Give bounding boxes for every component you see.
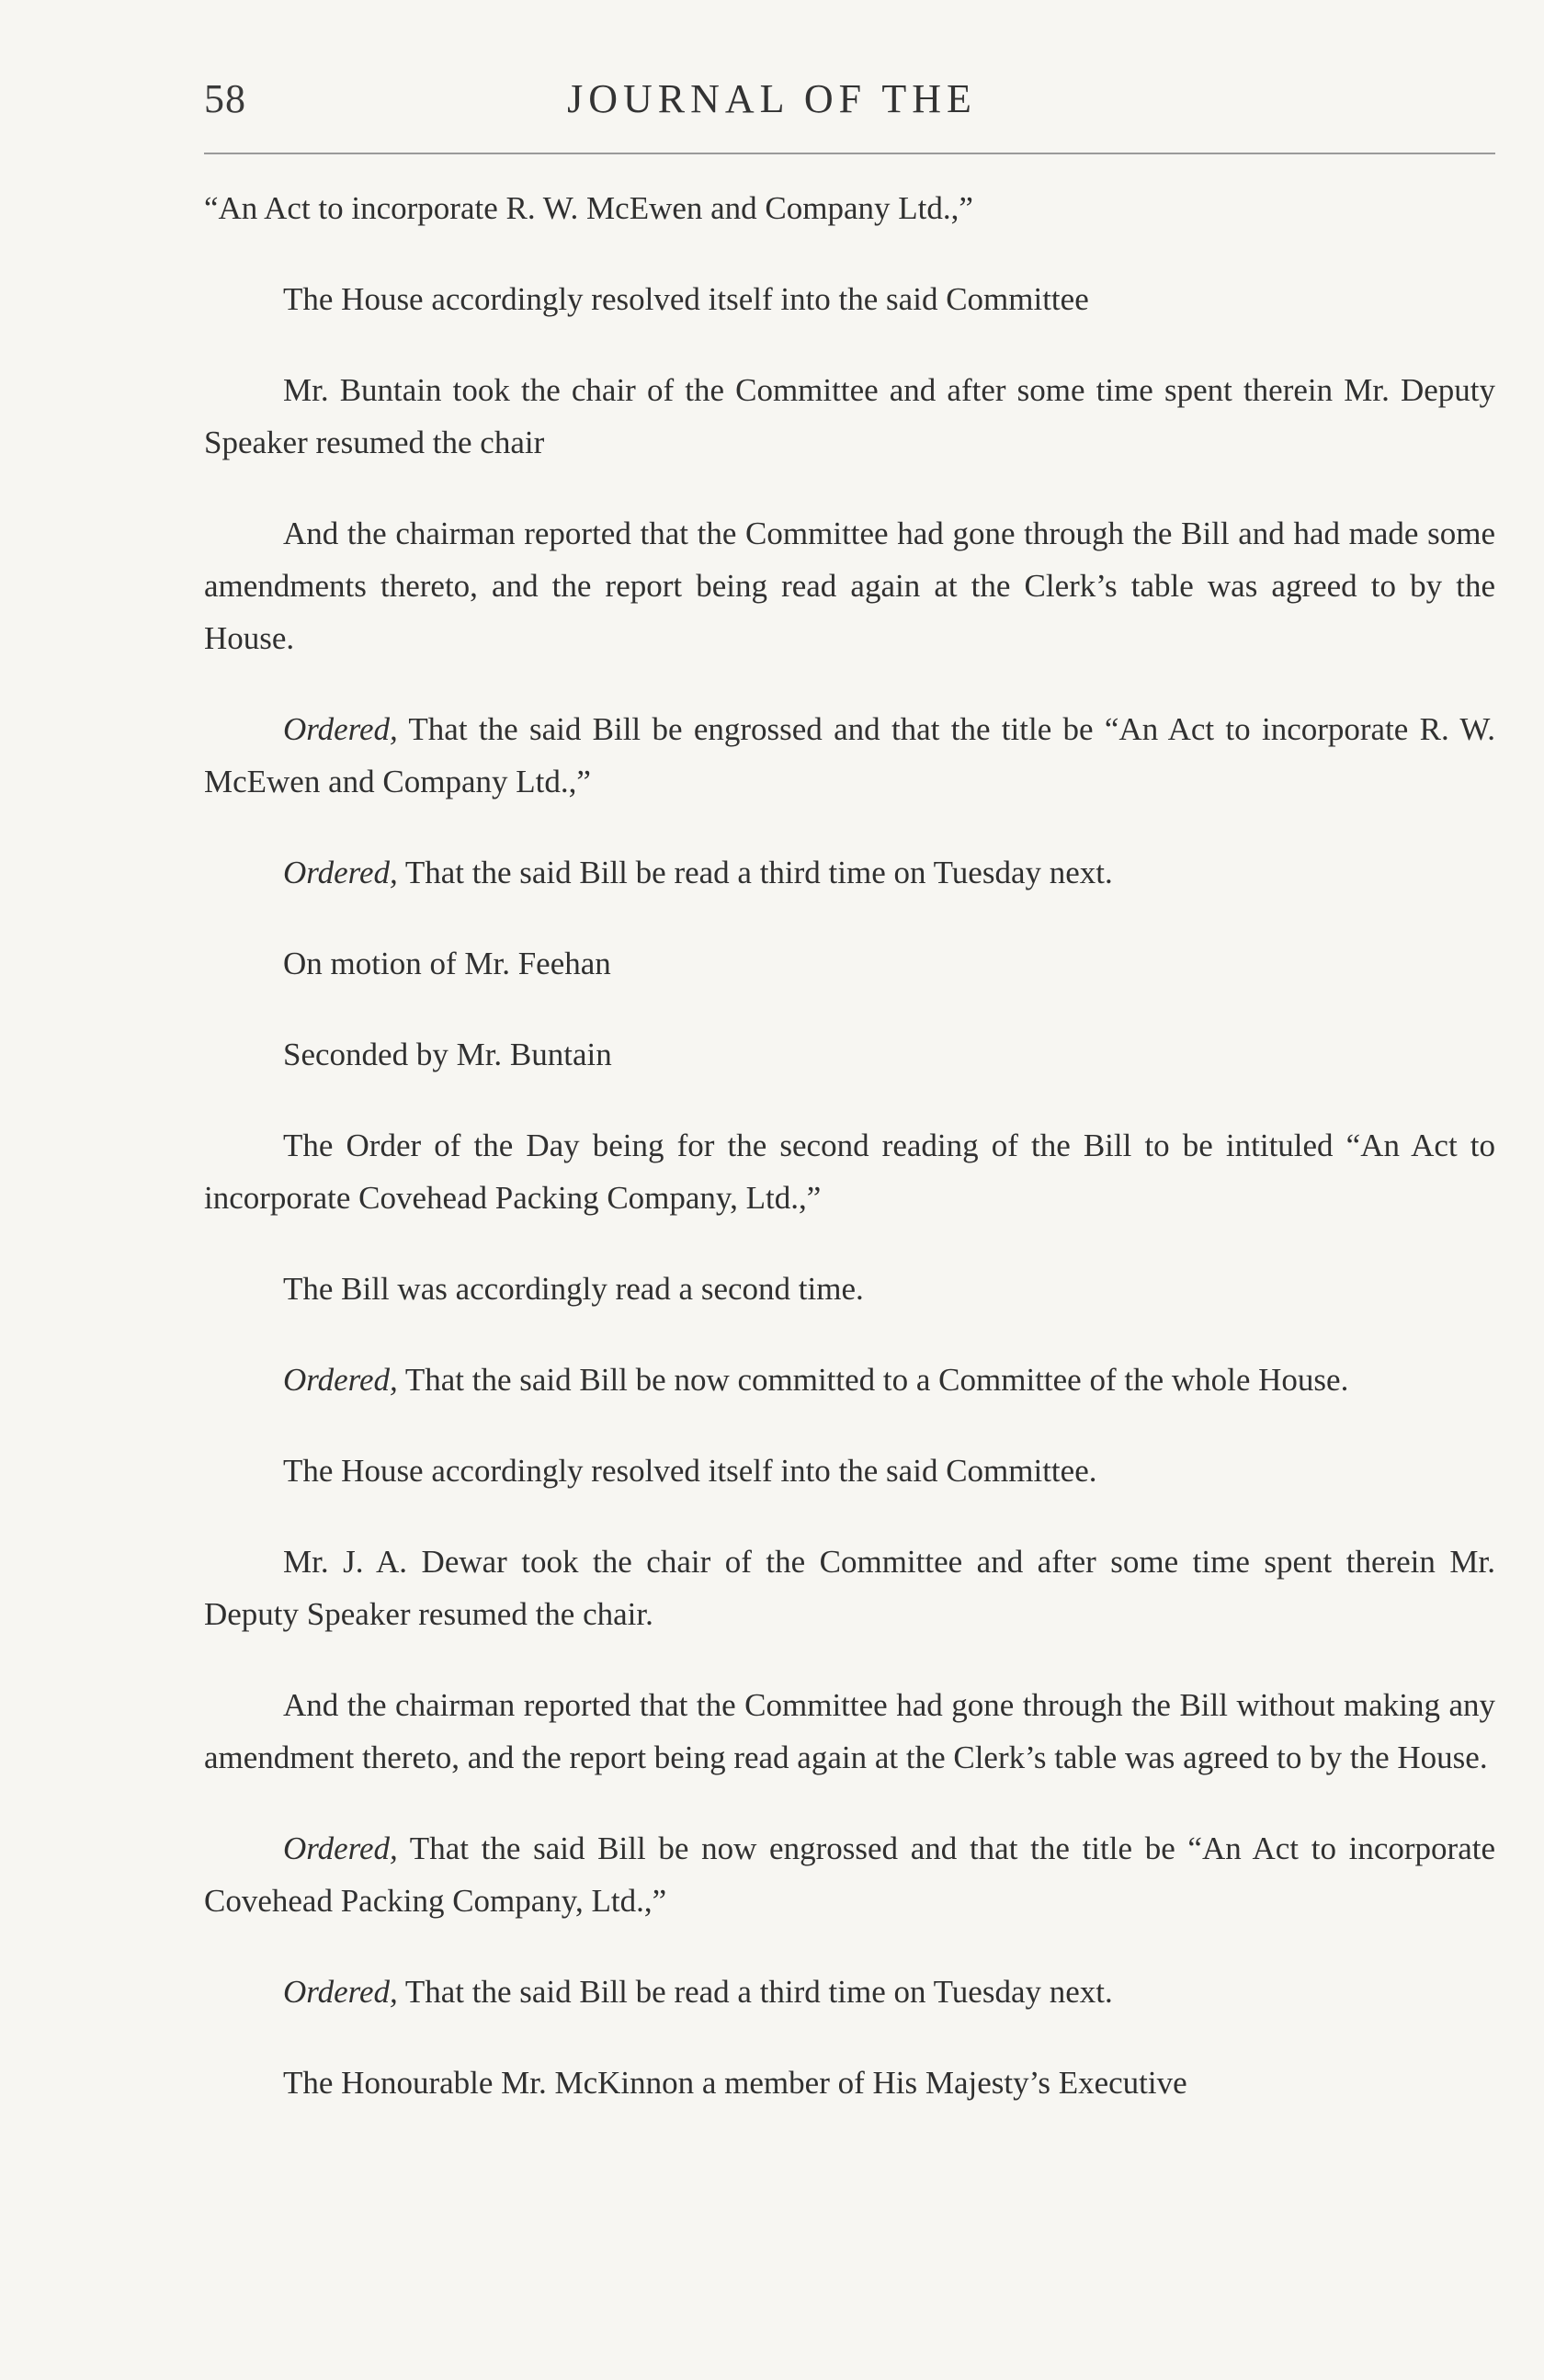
ordered-label: Ordered, (283, 1974, 398, 2010)
paragraph: On motion of Mr. Feehan (283, 946, 611, 981)
ordered-paragraph: Ordered, That the said Bill be read a third time on Tuesday next. (283, 855, 1113, 890)
paragraph: Mr. Buntain took the chair of the Committee and after some time spent therein Mr. Deputy Speaker resumed the chair (204, 372, 1495, 460)
paragraph: Seconded by Mr. Buntain (283, 1037, 612, 1072)
paragraph: “An Act to incorporate R. W. McEwen and Company Ltd.,” (204, 190, 973, 226)
paragraph: The Order of the Day being for the second reading of the Bill to be intituled “An Act to incorporate Covehead Packing Company, Ltd.,” (204, 1128, 1495, 1216)
running-head: JOURNAL OF THE (567, 76, 977, 121)
paragraph: And the chairman reported that the Committee had gone through the Bill and had made some amendments thereto, and the report being read again at the Clerk’s table was agreed to by the House. (204, 516, 1495, 656)
ordered-label: Ordered, (283, 1830, 398, 1866)
ordered-paragraph: Ordered, That the said Bill be now engrossed and that the title be “An Act to incorporate Covehead Packing Company, Ltd.,” (204, 1830, 1495, 1919)
ordered-label: Ordered, (283, 711, 398, 747)
page-header (0, 75, 1544, 130)
paragraph: The House accordingly resolved itself into the said Committee. (283, 1453, 1097, 1489)
paragraph: The Bill was accordingly read a second time. (283, 1271, 864, 1307)
ordered-paragraph: Ordered, That the said Bill be engrossed and that the title be “An Act to incorporate R. W. McEwen and Company Ltd.,” (204, 711, 1495, 799)
ordered-paragraph: Ordered, That the said Bill be now committed to a Committee of the whole House. (283, 1362, 1349, 1398)
paragraph: Mr. J. A. Dewar took the chair of the Committee and after some time spent therein Mr. Deputy Speaker resumed the chair. (204, 1544, 1495, 1632)
ordered-label: Ordered, (283, 855, 398, 890)
ordered-paragraph: Ordered, That the said Bill be read a third time on Tuesday next. (283, 1974, 1113, 2010)
header-rule (204, 153, 1495, 154)
page-number: 58 (204, 76, 246, 121)
ordered-label: Ordered, (283, 1362, 398, 1398)
paragraph: The Honourable Mr. McKinnon a member of His Majesty’s Executive (283, 2065, 1187, 2101)
paragraph: The House accordingly resolved itself into the said Committee (283, 281, 1089, 317)
body-text (204, 182, 1495, 2148)
paragraph: And the chairman reported that the Committee had gone through the Bill without making any amendment thereto, and the report being read again at the Clerk’s table was agreed to by the House. (204, 1687, 1495, 1775)
